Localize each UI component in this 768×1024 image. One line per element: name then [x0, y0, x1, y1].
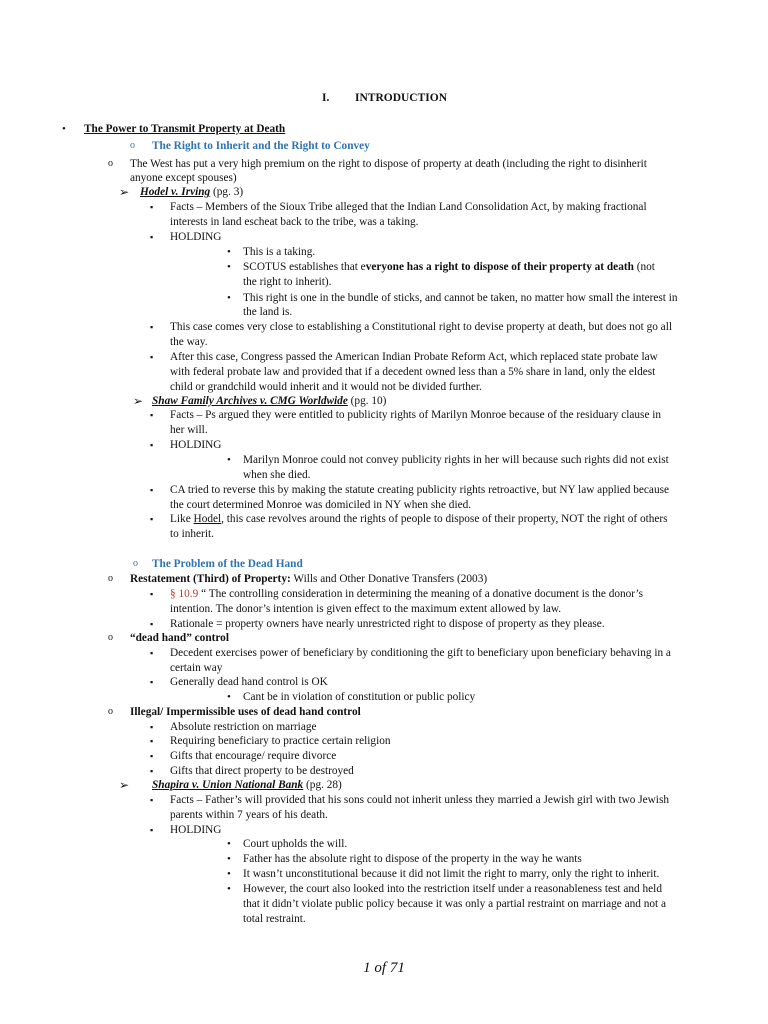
- outline-line: the right to inherit).: [243, 276, 332, 288]
- outline-line: [170, 587, 643, 601]
- outline-line: HOLDING: [170, 231, 222, 243]
- outline-line: Facts – Members of the Sioux Tribe alleged that the Indian Land Consolidation Act, by making fractional: [170, 201, 647, 213]
- outline-line: the way.: [170, 336, 208, 348]
- square-marker: ▪: [150, 751, 154, 761]
- outline-line: the court determined Monroe was domiciled in NY when she died.: [170, 499, 472, 511]
- circle-marker: o: [108, 158, 113, 169]
- case-heading: [152, 778, 342, 792]
- outline-line: certain way: [170, 662, 223, 674]
- outline-line: interests in land escheat back to the tribe, was a taking.: [170, 216, 419, 228]
- outline-line: intention. The donor’s intention is given effect to the maximum extent allowed by law.: [170, 603, 562, 615]
- outline-line: CA tried to reverse this by making the statute creating publicity rights retroactive, but NY law applied because: [170, 484, 670, 496]
- outline-line: child or grandchild would inherit and it would not be divided further.: [170, 381, 482, 393]
- outline-line: [130, 572, 487, 586]
- square-marker: ▪: [150, 322, 154, 332]
- case-page: (pg. 28): [303, 779, 342, 791]
- square-marker: ▪: [150, 410, 154, 420]
- outline-line: Gifts that encourage/ require divorce: [170, 750, 337, 762]
- outline-line: The West has put a very high premium on the right to dispose of property at death (including the right to disinherit: [130, 158, 647, 170]
- outline-line: After this case, Congress passed the American Indian Probate Reform Act, which replaced state probate law: [170, 351, 658, 363]
- outline-line: HOLDING: [170, 824, 222, 836]
- square-marker: ▪: [150, 514, 154, 524]
- line-text: Wills and Other Donative Transfers (2003): [290, 573, 488, 585]
- square-marker: ▪: [150, 648, 154, 658]
- outline-line: Cant be in violation of constitution or public policy: [243, 691, 476, 703]
- outline-line: when she died.: [243, 469, 311, 481]
- outline-line: that it didn’t violate public policy because it was only a partial restraint on marriage and not a: [243, 898, 666, 910]
- outline-line: Court upholds the will.: [243, 838, 348, 850]
- outline-line: Generally dead hand control is OK: [170, 676, 328, 688]
- line-text: The Power to Transmit Property at Death: [84, 123, 286, 135]
- square-marker: ▪: [150, 736, 154, 746]
- outline-line: Facts – Father’s will provided that his sons could not inherit unless they married a Jewish girl with two Jewish: [170, 794, 669, 806]
- arrow-marker: ➢: [133, 394, 144, 408]
- case-page: (pg. 3): [210, 186, 244, 198]
- bullet-marker: •: [227, 853, 231, 865]
- square-marker: ▪: [150, 825, 154, 835]
- square-marker: ▪: [150, 722, 154, 732]
- case-name: Hodel v. Irving: [140, 186, 211, 198]
- bullet-marker: •: [227, 691, 231, 703]
- outline-line: the land is.: [243, 306, 293, 318]
- square-marker: ▪: [150, 795, 154, 805]
- outline-line: [170, 512, 668, 526]
- square-marker: ▪: [150, 766, 154, 776]
- square-marker: ▪: [150, 619, 154, 629]
- line-text-bold: Restatement (Third) of Property:: [130, 573, 291, 585]
- case-name: Shapira v. Union National Bank: [152, 779, 304, 791]
- square-marker: ▪: [150, 232, 154, 242]
- circle-marker: o: [133, 558, 138, 569]
- circle-marker: o: [130, 140, 135, 151]
- case-heading: [140, 185, 243, 199]
- outline-line: Facts – Ps argued they were entitled to publicity rights of Marilyn Monroe because of the residuary clause in: [170, 409, 662, 421]
- outline-line: Rationale = property owners have nearly unrestricted right to dispose of property as they please.: [170, 618, 605, 630]
- section-title: [84, 122, 285, 136]
- bullet-marker: •: [227, 292, 231, 304]
- page-number: 1 of 71: [363, 960, 405, 976]
- outline-line: Illegal/ Impermissible uses of dead hand control: [130, 706, 361, 718]
- bullet-marker: •: [62, 123, 66, 135]
- circle-marker: o: [108, 632, 113, 643]
- line-text: SCOTUS establishes that e: [243, 261, 366, 273]
- outline-line: anyone except spouses): [130, 172, 237, 184]
- outline-line: with federal probate law and provided that if a decedent owned less than a 5% share in land, only the eldest: [170, 366, 656, 378]
- outline-line: parents within 7 years of his death.: [170, 809, 328, 821]
- heading-numeral: I.: [322, 92, 330, 104]
- square-marker: ▪: [150, 202, 154, 212]
- outline-line: This case comes very close to establishing a Constitutional right to devise property at death, but does not go all: [170, 321, 672, 333]
- bullet-marker: •: [227, 454, 231, 466]
- case-heading: [152, 394, 386, 408]
- outline-line: This is a taking.: [243, 246, 316, 258]
- outline-line: Father has the absolute right to dispose of the property in the way he wants: [243, 853, 582, 865]
- arrow-marker: ➢: [119, 778, 130, 792]
- case-reference: Hodel: [193, 513, 222, 525]
- outline-line: This right is one in the bundle of sticks, and cannot be taken, no matter how small the interest in: [243, 292, 678, 304]
- outline-line: [243, 260, 655, 274]
- heading-title: INTRODUCTION: [355, 92, 448, 104]
- case-page: (pg. 10): [347, 395, 387, 407]
- square-marker: ▪: [150, 677, 154, 687]
- outline-line: to inherit.: [170, 528, 214, 540]
- line-text-bold: veryone has a right to dispose of their property at death: [365, 261, 634, 273]
- square-marker: ▪: [150, 589, 154, 599]
- outline-line: Requiring beneficiary to practice certain religion: [170, 735, 391, 747]
- bullet-marker: •: [227, 246, 231, 258]
- line-text: , this case revolves around the rights of people to dispose of their property, NOT the right of others: [221, 513, 668, 525]
- line-text: (not: [633, 261, 655, 273]
- square-marker: ▪: [150, 440, 154, 450]
- outline-line: It wasn’t unconstitutional because it did not limit the right to marry, only the right to inherit.: [243, 868, 660, 880]
- outline-line: “dead hand” control: [130, 632, 229, 644]
- outline-line: However, the court also looked into the restriction itself under a reasonableness test and held: [243, 883, 662, 895]
- arrow-marker: ➢: [119, 185, 130, 199]
- square-marker: ▪: [150, 485, 154, 495]
- square-marker: ▪: [150, 352, 154, 362]
- subsection-title: The Problem of the Dead Hand: [152, 558, 303, 570]
- line-text: “ The controlling consideration in determining the meaning of a donative document is the donor’s: [198, 588, 644, 600]
- subsection-title: The Right to Inherit and the Right to Convey: [152, 140, 370, 152]
- outline-line: Marilyn Monroe could not convey publicity rights in her will because such rights did not exist: [243, 454, 669, 466]
- bullet-marker: •: [227, 883, 231, 895]
- outline-line: HOLDING: [170, 439, 222, 451]
- outline-line: Decedent exercises power of beneficiary by conditioning the gift to beneficiary upon beneficiary behaving in a: [170, 647, 671, 659]
- case-name: Shaw Family Archives v. CMG Worldwide: [152, 395, 348, 407]
- bullet-marker: •: [227, 261, 231, 273]
- section-reference: § 10.9: [170, 588, 199, 600]
- outline-line: total restraint.: [243, 913, 306, 925]
- circle-marker: o: [108, 573, 113, 584]
- outline-line: Absolute restriction on marriage: [170, 721, 317, 733]
- outline-line: Gifts that direct property to be destroyed: [170, 765, 354, 777]
- line-text: Like: [170, 513, 194, 525]
- bullet-marker: •: [227, 838, 231, 850]
- circle-marker: o: [108, 706, 113, 717]
- outline-line: her will.: [170, 424, 208, 436]
- bullet-marker: •: [227, 868, 231, 880]
